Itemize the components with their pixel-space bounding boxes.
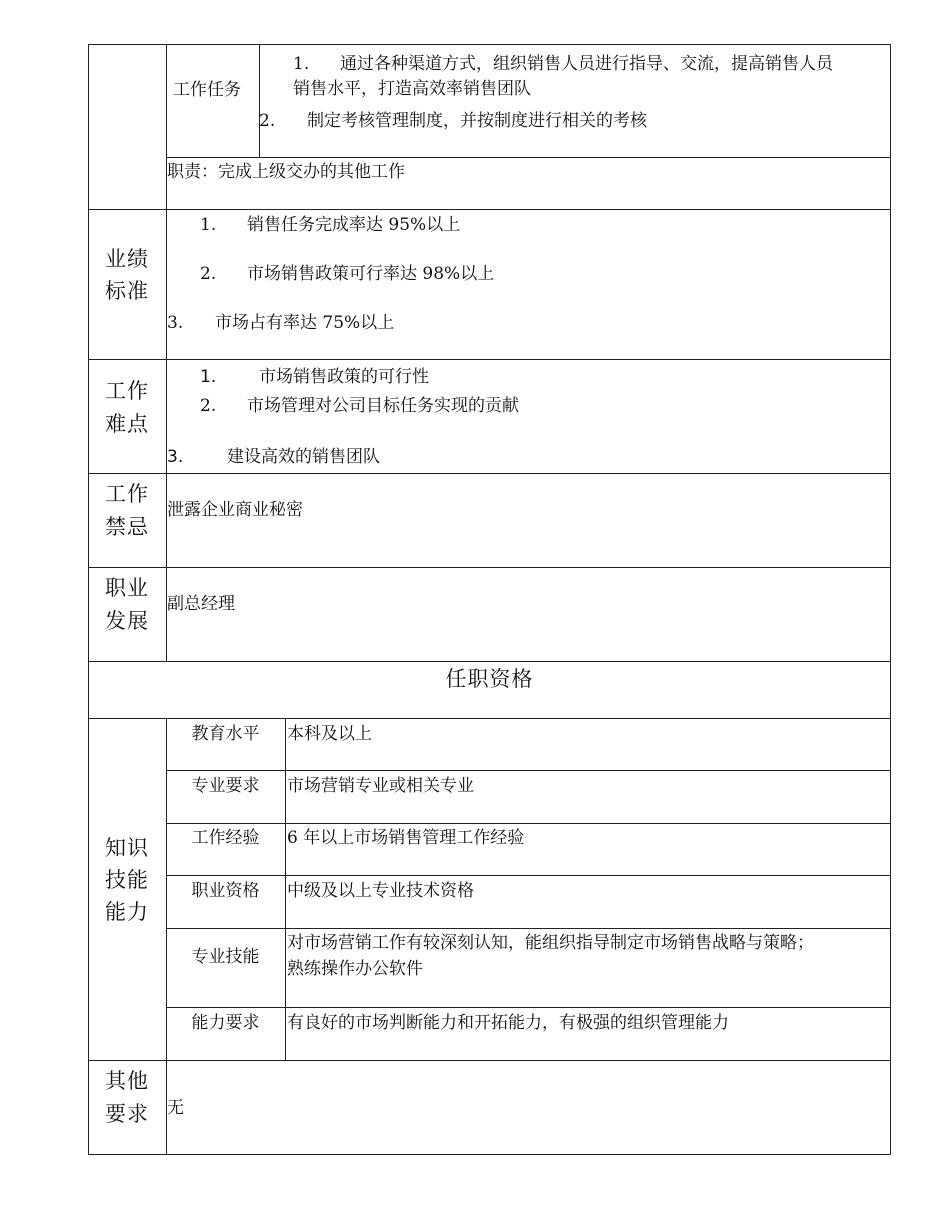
career-label-line2: 发展 xyxy=(105,609,149,633)
career-text: 副总经理 xyxy=(167,594,235,614)
difficulties-item-3-text: 建设高效的销售团队 xyxy=(227,447,380,467)
other-requirements-text: 无 xyxy=(167,1098,184,1118)
col-divider xyxy=(259,44,260,157)
row-divider xyxy=(166,823,891,824)
row-divider xyxy=(88,473,891,474)
performance-item-2-num: 2. xyxy=(200,264,217,284)
row-divider xyxy=(166,770,891,771)
difficulties-item-2-text: 市场管理对公司目标任务实现的贡献 xyxy=(247,396,519,416)
qualification-row-label: 工作经验 xyxy=(191,828,260,848)
qualifications-label-line2: 技能 xyxy=(105,868,149,892)
other-duty-text: 职责：完成上级交办的其他工作 xyxy=(167,162,405,182)
qualification-row-value: 本科及以上 xyxy=(287,724,372,744)
row-divider xyxy=(88,718,891,719)
row-divider xyxy=(88,209,891,210)
performance-item-1-num: 1. xyxy=(200,215,217,235)
task-item-2-text: 制定考核管理制度，并按制度进行相关的考核 xyxy=(307,111,647,131)
career-label-line1: 职业 xyxy=(105,576,149,600)
qualifications-label-line3: 能力 xyxy=(105,900,149,924)
qualification-row-label: 职业资格 xyxy=(191,881,260,901)
task-item-1-num: 1. xyxy=(293,54,310,74)
qualification-row-label: 专业要求 xyxy=(191,776,260,796)
other-requirements-label-line2: 要求 xyxy=(105,1102,149,1126)
task-label: 工作任务 xyxy=(173,80,241,100)
row-divider xyxy=(166,157,891,158)
row-divider xyxy=(88,359,891,360)
row-divider xyxy=(166,1007,891,1008)
performance-item-3-text: 市场占有率达 75%以上 xyxy=(215,313,395,333)
row-divider xyxy=(88,1060,891,1061)
qualification-row-value-line2: 熟练操作办公软件 xyxy=(287,959,423,979)
prohibitions-text: 泄露企业商业秘密 xyxy=(167,500,303,520)
qualification-row-value: 市场营销专业或相关专业 xyxy=(287,776,474,796)
qualifications-title: 任职资格 xyxy=(445,667,534,691)
difficulties-label-line1: 工作 xyxy=(105,379,149,403)
difficulties-item-1-num: 1. xyxy=(200,367,217,387)
qualification-row-value: 中级及以上专业技术资格 xyxy=(287,881,474,901)
qualification-row-value: 6 年以上市场销售管理工作经验 xyxy=(287,828,525,848)
row-divider xyxy=(166,875,891,876)
task-item-2-num: 2. xyxy=(259,111,276,131)
prohibitions-label-line1: 工作 xyxy=(105,482,149,506)
difficulties-item-1-text: 市场销售政策的可行性 xyxy=(259,367,429,387)
task-item-1-text-line2: 销售水平，打造高效率销售团队 xyxy=(293,79,531,99)
row-divider xyxy=(88,567,891,568)
qualification-row-label: 能力要求 xyxy=(191,1013,260,1033)
difficulties-item-3-num: 3. xyxy=(167,447,184,467)
qualification-row-label: 教育水平 xyxy=(191,724,260,744)
performance-label-line2: 标准 xyxy=(105,279,149,303)
difficulties-label-line2: 难点 xyxy=(105,412,149,436)
performance-item-1-text: 销售任务完成率达 95%以上 xyxy=(247,215,461,235)
qualification-row-label: 专业技能 xyxy=(191,947,260,967)
prohibitions-label-line2: 禁忌 xyxy=(105,515,149,539)
qualification-row-value-line1: 对市场营销工作有较深刻认知，能组织指导制定市场销售战略与策略； xyxy=(287,933,814,953)
performance-label-line1: 业绩 xyxy=(105,247,149,271)
difficulties-item-2-num: 2. xyxy=(200,396,217,416)
other-requirements-label-line1: 其他 xyxy=(105,1069,149,1093)
col-divider xyxy=(166,44,167,210)
performance-item-2-text: 市场销售政策可行率达 98%以上 xyxy=(247,264,495,284)
qualifications-label-line1: 知识 xyxy=(105,836,149,860)
row-divider xyxy=(166,928,891,929)
task-item-1-text-line1: 通过各种渠道方式，组织销售人员进行指导、交流，提高销售人员 xyxy=(340,54,833,74)
qualification-row-value: 有良好的市场判断能力和开拓能力，有极强的组织管理能力 xyxy=(287,1013,729,1033)
performance-item-3-num: 3. xyxy=(167,313,184,333)
